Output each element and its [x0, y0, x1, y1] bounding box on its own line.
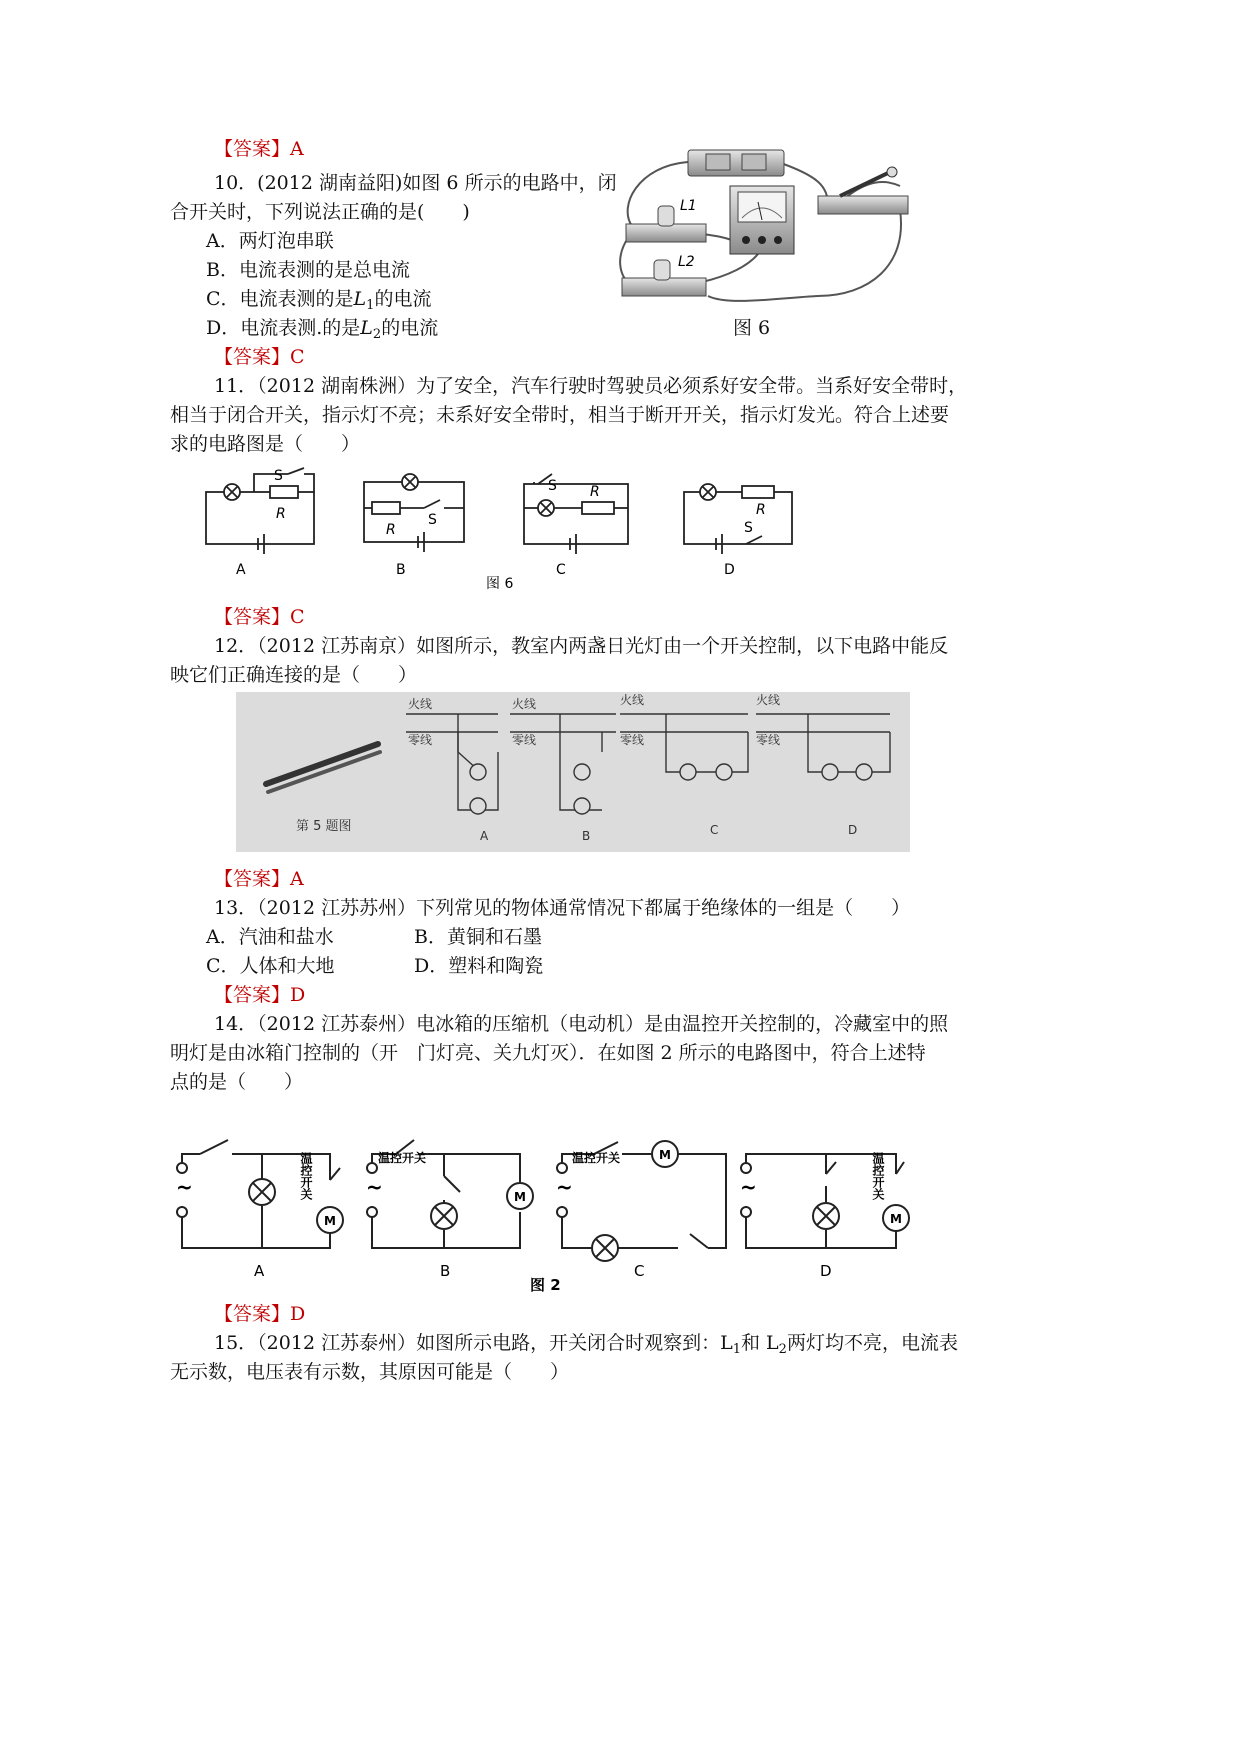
q11-line2: 相当于闭合开关，指示灯不亮；未系好安全带时，相当于断开开关，指示灯发光。符合上述要	[170, 404, 950, 426]
q14-line1: 14．（2012 江苏泰州）电冰箱的压缩机（电动机）是由温控开关控制的，冷藏室中的照	[214, 1013, 949, 1035]
ac-symbol: ~	[366, 1175, 383, 1199]
q10-option-d-text: D．电流表测.的是	[206, 317, 361, 339]
answer-value: C	[290, 606, 305, 628]
q11-line3: 求的电路图是（ ）	[170, 433, 361, 455]
answer-line	[214, 136, 304, 162]
q15-line2: 无示数，电压表有示数，其原因可能是（ ）	[170, 1361, 570, 1383]
answer-value: D	[290, 984, 306, 1006]
q14-line3: 点的是（ ）	[170, 1071, 304, 1093]
live-label: 火线	[756, 693, 781, 707]
s-label: S	[428, 512, 437, 528]
q11-circuit-figure	[196, 462, 806, 598]
answer-value: A	[290, 868, 304, 890]
fig-caption: 图 2	[530, 1276, 561, 1294]
temp-switch-label: 温控开关	[299, 1152, 313, 1200]
q12-answer	[214, 866, 304, 892]
neutral-label: 零线	[512, 733, 537, 747]
q14-answer	[214, 1301, 305, 1327]
s-label: S	[274, 468, 283, 484]
s-label: S	[548, 478, 557, 494]
label-c: C	[556, 562, 566, 578]
answer-value: A	[290, 138, 304, 160]
fig-caption: 第 5 题图	[296, 819, 352, 834]
q13-option-b: B．黄铜和石墨	[414, 926, 542, 948]
q13-option-d: D．塑料和陶瓷	[414, 955, 544, 977]
temp-switch-label: 温控开关	[871, 1152, 885, 1200]
ac-symbol: ~	[740, 1175, 757, 1199]
l2-label: L2	[678, 254, 695, 270]
q13-option-a: A．汽油和盐水	[206, 926, 334, 948]
label-a: A	[236, 562, 246, 578]
q10-option-c-tail: 的电流	[374, 288, 432, 310]
label-a: A	[480, 829, 489, 843]
q10-option-c-text: C．电流表测的是	[206, 288, 354, 310]
s-label: S	[744, 520, 753, 536]
fig-caption: 图 6	[486, 576, 514, 592]
label-b: B	[396, 562, 406, 578]
live-label: 火线	[408, 697, 433, 711]
switch-base	[818, 196, 908, 214]
var-l: L	[353, 288, 367, 310]
q14-line2: 明灯是由冰箱门控制的（开 门灯亮、关九灯灭）．在如图 2 所示的电路图中，符合上述特	[170, 1042, 926, 1064]
q11-answer	[214, 604, 305, 630]
sub-2: 2	[372, 327, 382, 342]
answer-label: 【答案】	[214, 868, 291, 890]
r-label: R	[276, 506, 286, 522]
answer-value: D	[290, 1303, 306, 1325]
neutral-label: 零线	[620, 733, 645, 747]
r-label: R	[756, 502, 766, 518]
answer-label: 【答案】	[214, 346, 291, 368]
l1-label: L1	[680, 198, 697, 214]
live-label: 火线	[620, 693, 645, 707]
label-a: A	[254, 1262, 265, 1280]
lamp-l2-base	[622, 278, 706, 296]
motor-label: M	[324, 1214, 336, 1228]
q14-circuit-figure	[170, 1120, 930, 1298]
motor-label: M	[514, 1190, 526, 1204]
label-d: D	[820, 1262, 832, 1280]
q10-option-d-tail: 的电流	[381, 317, 439, 339]
q13-option-c: C．人体和大地	[206, 955, 335, 977]
q11-line1: 11．（2012 湖南株洲）为了安全，汽车行驶时驾驶员必须系好安全带。当系好安全带时，	[214, 375, 968, 397]
neutral-label: 零线	[756, 733, 781, 747]
ac-symbol: ~	[556, 1175, 573, 1199]
temp-switch-label: 温控开关	[378, 1151, 427, 1165]
q15-text-a: 15．（2012 江苏泰州）如图所示电路，开关闭合时观察到：L	[214, 1332, 733, 1354]
ac-symbol: ~	[176, 1175, 193, 1199]
figure-6-caption: 图 6	[733, 317, 771, 339]
neutral-label: 零线	[408, 733, 433, 747]
battery-box	[688, 150, 784, 176]
figure-6-apparatus	[618, 146, 910, 314]
sub-1: 1	[732, 1342, 741, 1357]
q10-line1: 10．(2012 湖南益阳)如图 6 所示的电路中，闭	[214, 172, 617, 194]
answer-label: 【答案】	[214, 1303, 291, 1325]
q12-line2: 映它们正确连接的是（ ）	[170, 664, 418, 686]
lamp-l1-base	[626, 224, 706, 242]
q15-text-c: 两灯均不亮，电流表	[786, 1332, 958, 1354]
q12-figure	[236, 692, 910, 852]
q12-line1: 12．（2012 江苏南京）如图所示，教室内两盏日光灯由一个开关控制，以下电路中能反	[214, 635, 949, 657]
temp-switch-label: 温控开关	[572, 1151, 621, 1165]
label-d: D	[848, 823, 858, 837]
answer-label: 【答案】	[214, 984, 291, 1006]
motor-label: M	[890, 1212, 902, 1226]
q10-answer	[214, 344, 305, 370]
q13-line1: 13．（2012 江苏苏州）下列常见的物体通常情况下都属于绝缘体的一组是（ ）	[214, 897, 911, 919]
label-b: B	[440, 1262, 451, 1280]
q10-option-b: B．电流表测的是总电流	[206, 259, 410, 281]
q13-answer	[214, 982, 305, 1008]
label-b: B	[582, 829, 591, 843]
sub-2: 2	[778, 1342, 787, 1357]
answer-label: 【答案】	[214, 138, 291, 160]
label-c: C	[634, 1262, 645, 1280]
label-d: D	[724, 562, 735, 578]
live-label: 火线	[512, 697, 537, 711]
var-l: L	[360, 317, 373, 339]
sub-1: 1	[366, 298, 375, 313]
motor-label: M	[659, 1148, 671, 1162]
answer-label: 【答案】	[214, 606, 291, 628]
q10-line2: 合开关时，下列说法正确的是( )	[170, 201, 470, 223]
r-label: R	[590, 484, 600, 500]
answer-value: C	[290, 346, 305, 368]
r-label: R	[386, 522, 396, 538]
label-c: C	[710, 823, 719, 837]
q10-option-a: A．两灯泡串联	[206, 230, 334, 252]
q15-text-b: 和 L	[740, 1332, 779, 1354]
